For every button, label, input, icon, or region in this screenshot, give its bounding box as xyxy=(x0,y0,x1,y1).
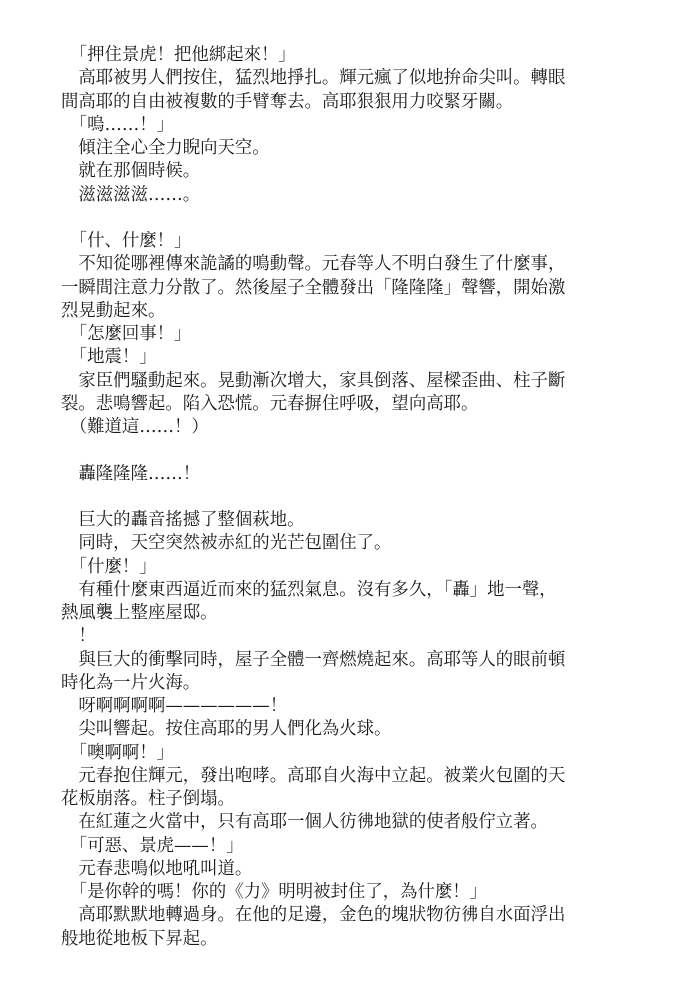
text-line: 「什、什麼！」 xyxy=(61,231,192,251)
text-line: 不知從哪裡傳來詭譎的鳴動聲。元春等人不明白發生了什麼事， xyxy=(61,254,566,275)
text-line: 烈晃動起來。 xyxy=(61,300,166,321)
blank-line xyxy=(61,207,642,230)
text-line: 尖叫響起。按住高耶的男人們化為火球。 xyxy=(61,719,392,740)
text-line: 熱風襲上整座屋邸。 xyxy=(61,603,218,623)
text-line: 高耶默默地轉過身。在他的足邊，金色的塊狀物彷彿自水面浮出 xyxy=(61,905,566,926)
text-line: 「什麼！」 xyxy=(61,556,157,577)
text-line: 與巨大的衝擊同時，屋子全體一齊燃燒起來。高耶等人的眼前頓 xyxy=(61,649,566,670)
text-line: 「地震！」 xyxy=(61,347,157,368)
text-line: 有種什麼東西逼近而來的猛烈氣息。沒有多久，「轟」地一聲， xyxy=(61,579,557,600)
text-line: 般地從地板下昇起。 xyxy=(61,928,218,949)
text-line: （難道這……！） xyxy=(61,417,209,437)
text-line: 花板崩落。柱子倒塌。 xyxy=(61,789,235,809)
text-line: 裂。悲鳴響起。陷入恐慌。元春摒住呼吸，望向高耶。 xyxy=(61,393,479,414)
text-line: 元春抱住輝元，發出咆哮。高耶自火海中立起。被業火包圍的天 xyxy=(61,765,566,786)
text-line: 「可惡、景虎——！」 xyxy=(61,835,244,856)
text-line: 在紅蓮之火當中，只有高耶一個人彷彿地獄的使者般佇立著。 xyxy=(61,812,548,833)
text-line: 同時，天空突然被赤紅的光芒包圍住了。 xyxy=(61,533,392,554)
text-line: 「押住景虎！把他綁起來！」 xyxy=(61,45,296,65)
text-line: 一瞬間注意力分散了。然後屋子全體發出「隆隆隆」聲響，開始激 xyxy=(61,277,566,298)
text-line: 間高耶的自由被複數的手臂奪去。高耶狠狠用力咬緊牙關。 xyxy=(61,91,514,112)
blank-line xyxy=(61,439,642,462)
text-line: 傾注全心全力睨向天空。 xyxy=(61,138,270,158)
text-line: 就在那個時候。 xyxy=(61,161,201,182)
text-line: 時化為一片火海。 xyxy=(61,672,201,693)
text-line: 「是你幹的嗎！你的《力》明明被封住了，為什麼！」 xyxy=(61,882,488,902)
text-line: 高耶被男人們按住，猛烈地掙扎。輝元瘋了似地拚命尖叫。轉眼 xyxy=(61,68,566,89)
text-line: 呀啊啊啊啊——————！ xyxy=(61,696,288,716)
text-line: 「噢啊啊！」 xyxy=(61,742,175,763)
text-line: 「怎麼回事！」 xyxy=(61,324,192,344)
text-line: 「嗚……！」 xyxy=(61,114,175,135)
blank-line xyxy=(61,486,642,509)
text-line: 轟隆隆隆……！ xyxy=(61,463,201,484)
text-line: 家臣們騷動起來。晃動漸次增大，家具倒落、屋樑歪曲、柱子斷 xyxy=(61,370,566,391)
text-line: ！ xyxy=(61,626,96,647)
text-line: 巨大的轟音搖撼了整個萩地。 xyxy=(61,510,305,530)
text-line: 滋滋滋滋……。 xyxy=(61,184,201,205)
text-line: 元春悲鳴似地吼叫道。 xyxy=(61,858,253,879)
